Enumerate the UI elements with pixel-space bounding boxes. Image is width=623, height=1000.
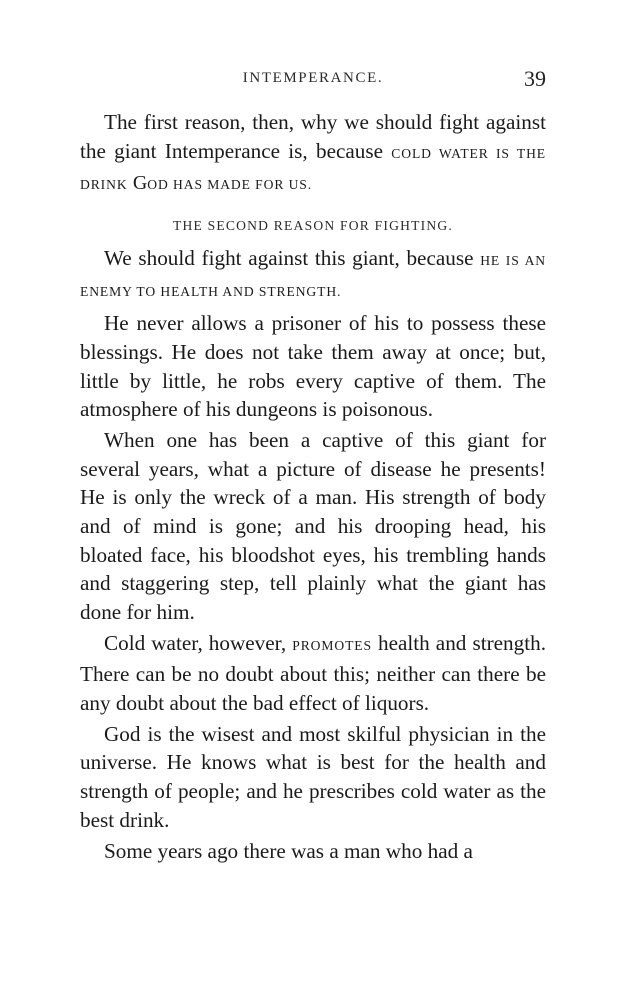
paragraph-cold-water [80, 629, 546, 718]
paragraph-second-reason [80, 244, 546, 307]
page-number: 39 [524, 66, 546, 91]
paragraph-some-years: Some years ago there was a man who had a [104, 838, 473, 863]
small-caps-emphasis: OD HAS MADE FOR US. [147, 177, 313, 193]
paragraph-prisoner: He never allows a prisoner of his to possess these blessings. He does not take them away at once; but, little by little, he robs every captive of them. The atmosphere of his dungeons is poisonous. [80, 311, 546, 422]
small-caps-emphasis: HE IS AN ENEMY TO HEALTH AND STRENGTH. [80, 252, 546, 300]
body-text [80, 108, 546, 868]
small-caps-emphasis: PROMOTES [292, 637, 372, 653]
running-title: INTEMPERANCE. [242, 70, 384, 86]
running-head [80, 66, 546, 96]
small-caps-capital: G [132, 172, 148, 195]
section-heading: THE SECOND REASON FOR FIGHTING. [172, 217, 453, 233]
paragraph-text: We should fight against this giant, because [104, 245, 474, 270]
paragraph-physician: God is the wisest and most skilful physician in the universe. He knows what is best for the health and strength of people; and he prescribes cold water as the best drink. [80, 721, 546, 832]
paragraph-captive: When one has been a captive of this giant for several years, what a picture of disease he presents! He is only the wreck of a man. His strength of body and of mind is gone; and his drooping head, his bloated face, his bloodshot eyes, his trembling hands and staggering step, tell plainly what the giant has done for him. [80, 428, 546, 624]
paragraph-first-reason [80, 108, 546, 200]
paragraph-text: health and strength. There can be no doubt about this; neither can there be any doubt about the bad effect of liquors. [80, 630, 546, 715]
paragraph-text: Cold water, however, [104, 630, 287, 655]
small-caps-emphasis: COLD WATER IS THE DRINK [80, 145, 547, 193]
paragraph-text: The first reason, then, why we should fight against the giant Intemperance is, because [80, 110, 546, 163]
